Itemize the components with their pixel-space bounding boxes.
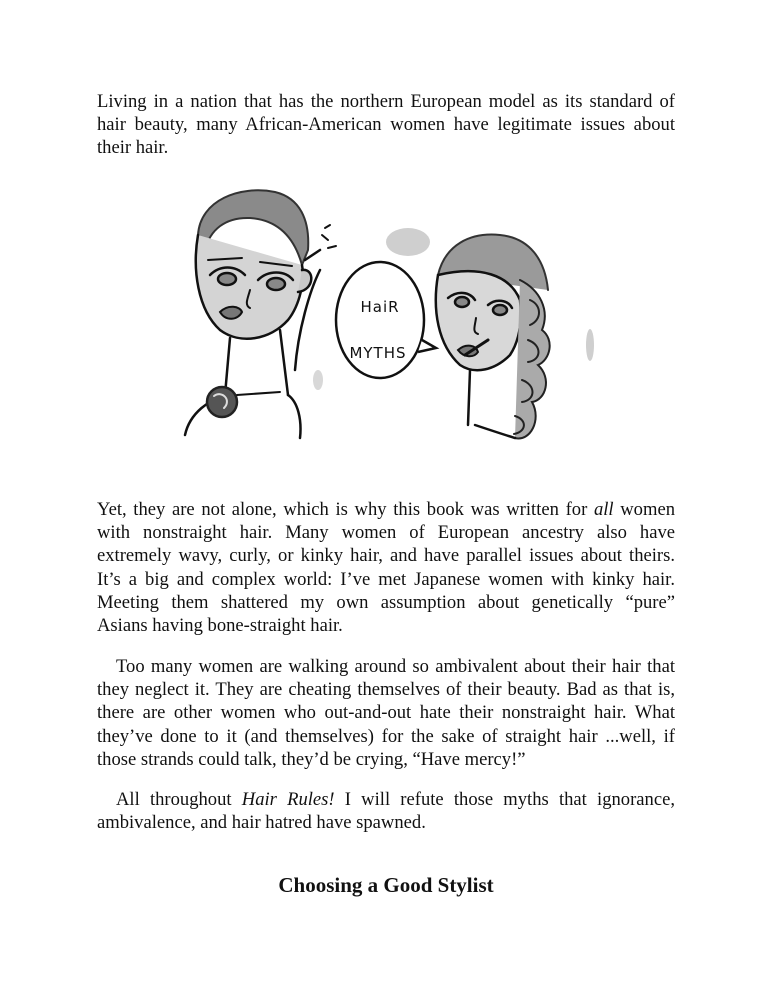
speech-bubble: [336, 262, 436, 378]
paragraph-not-alone: [97, 498, 675, 637]
text-run: I will refute those myths that ignorance,: [334, 789, 675, 810]
text-run: All throughout: [116, 789, 242, 810]
text-line: Too many women are walking around so ambivalent about their hair that: [116, 656, 675, 677]
smudge-decoration: [386, 228, 430, 256]
text-line: ambivalence, and hair hatred have spawned.: [97, 812, 426, 834]
bubble-text-line-2: MYTHS: [349, 344, 407, 362]
smudge-decoration: [313, 370, 323, 390]
text-line: It’s a big and complex world: I’ve met Japanese women with kinky hair.: [97, 568, 675, 590]
text-line: there are other women who out-and-out hate their nonstraight hair. What: [97, 702, 675, 724]
text-line: they’ve done to it (and themselves) for the sake of straight hair ...well, if: [97, 725, 675, 747]
text-line: Asians having bone-straight hair.: [97, 615, 343, 637]
hair-myths-illustration: [170, 180, 610, 455]
book-title-emphasis: Hair Rules!: [241, 789, 335, 810]
right-woman-figure: [436, 235, 550, 439]
text-line: hair beauty, many African-American women have legitimate issues about: [97, 114, 675, 136]
text-run: Yet, they are not alone, which is why this book was written for: [97, 499, 594, 520]
text-line: their hair.: [97, 137, 169, 159]
text-line: Living in a nation that has the northern European model as its standard of: [97, 91, 675, 112]
text-line: with nonstraight hair. Many women of European ancestry also have: [97, 522, 675, 544]
paragraph-ambivalent: [97, 655, 675, 771]
section-heading: Choosing a Good Stylist: [278, 873, 494, 897]
paragraph-hair-beauty: [97, 90, 675, 160]
smudge-decoration: [586, 329, 594, 361]
text-line: [97, 788, 675, 811]
paragraph-refute-myths: [97, 788, 675, 834]
left-woman-figure: [185, 190, 336, 438]
emphasis-text: all: [593, 499, 614, 520]
text-line: they neglect it. They are cheating themselves of their beauty. Bad as that is,: [97, 679, 675, 701]
bubble-text-line-1: HaiR: [360, 298, 400, 316]
text-line: extremely wavy, curly, or kinky hair, and have parallel issues about theirs.: [97, 545, 675, 567]
text-line: those strands could talk, they’d be crying, “Have mercy!”: [97, 748, 526, 770]
text-line: [97, 498, 675, 521]
text-run: women: [613, 499, 675, 520]
text-line: Meeting them shattered my own assumption about genetically “pure”: [97, 591, 675, 613]
